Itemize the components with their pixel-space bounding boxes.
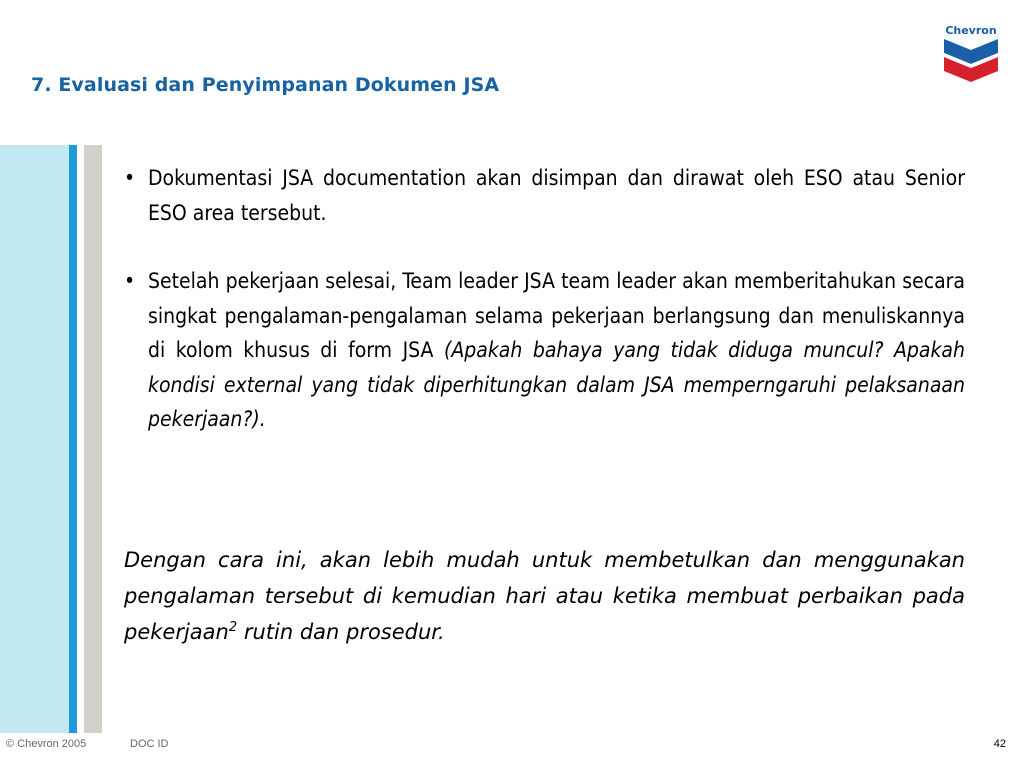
decorative-bar-gap [77,145,84,733]
chevron-logo-icon [941,22,1001,84]
summary-paragraph [124,542,965,650]
bullet-item [124,264,965,437]
slide-title: 7. Evaluasi dan Penyimpanan Dokumen JSA [31,74,500,96]
footer-copyright: © Chevron 2005 [6,738,87,750]
paragraph-superscript: 2 [228,620,238,635]
logo-wordmark: Chevron [945,24,997,37]
chevron-logo [941,22,1001,84]
decorative-bar-blue [69,145,77,733]
footer-doc-id: DOC ID [130,738,169,750]
footer-page-number: 42 [993,738,1006,750]
bullet-list [124,161,965,437]
bullet-text: Dokumentasi JSA documentation akan disimpan dan dirawat oleh ESO atau Senior ESO area tersebut. [148,166,965,225]
bullet-text-italic: (Apakah bahaya yang tidak diduga muncul? Apakah kondisi external yang tidak diperhitungkan dalam JSA memperngaruhi pelaksanaan pekerjaan?). [148,338,965,431]
bullet-item [124,161,965,230]
bullet-text: Setelah pekerjaan selesai, Team leader JSA team leader akan memberitahukan secara singkat pengalaman-pengalaman selama pekerjaan berlangsung dan menuliskannya di kolom khusus di form JSA [148,269,965,362]
bullet-marker: • [124,166,136,190]
decorative-bar-lightblue [0,145,69,733]
paragraph-text: Dengan cara ini, akan lebih mudah untuk membetulkan dan menggunakan pengalaman tersebut di kemudian hari atau ketika membuat perbaikan pada pekerjaan [124,548,965,644]
paragraph-text-end: rutin dan prosedur. [237,620,445,644]
bullet-marker: • [124,269,136,293]
decorative-bar-gray [84,145,102,733]
